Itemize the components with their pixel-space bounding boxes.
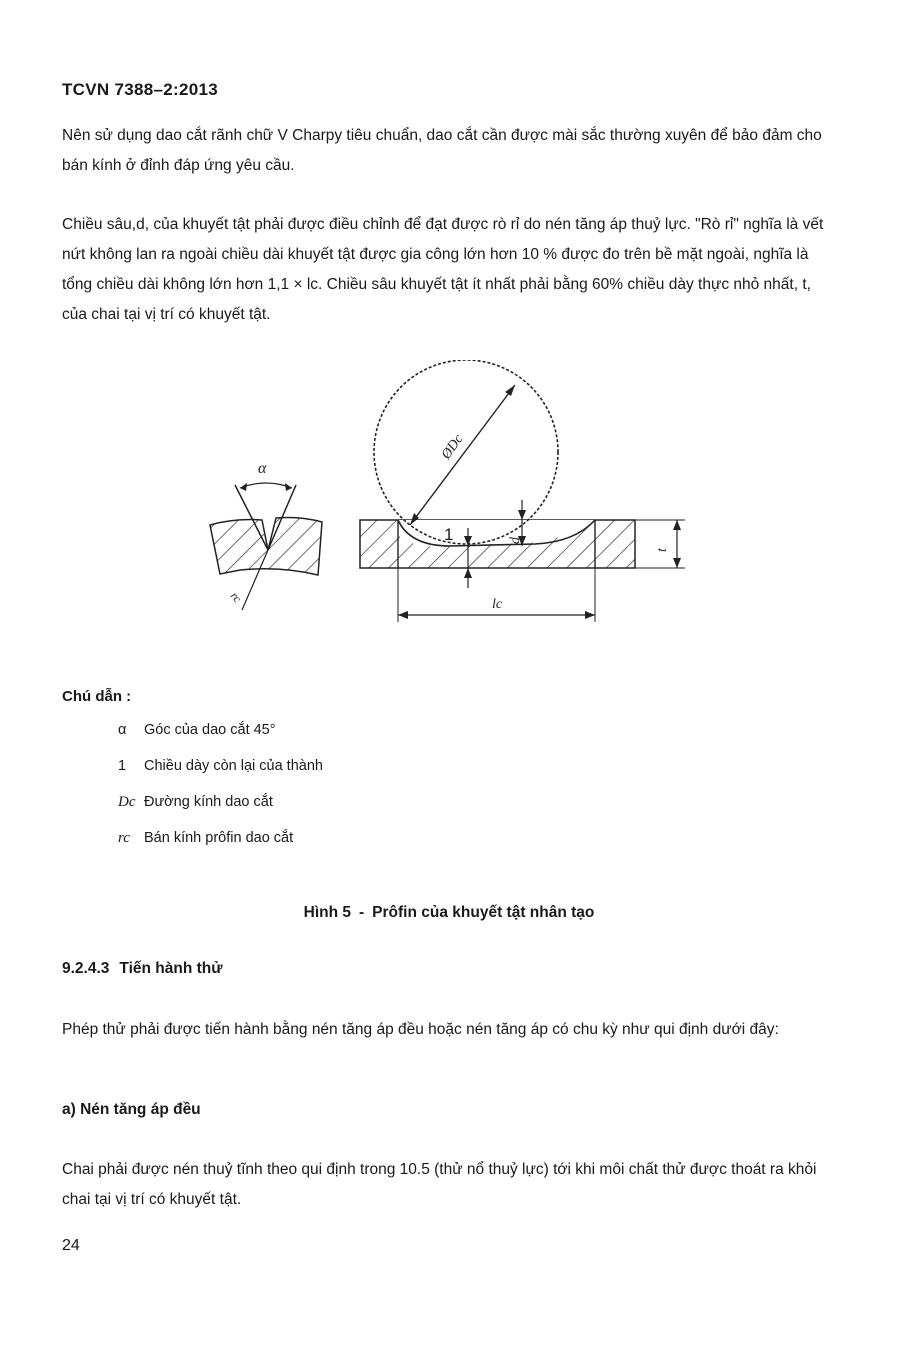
section-title: Tiến hành thử [119,960,223,977]
alpha-label: α [258,460,267,477]
legend-symbol: 1 [118,758,127,774]
legend-symbol: α [118,722,127,738]
legend-item [118,794,323,830]
legend-text: Đường kính dao cắt [144,794,273,810]
legend-text: Bán kính prôfin dao cắt [144,830,294,846]
legend-text: Góc của dao cắt 45° [144,722,276,738]
cutter-circle [374,360,558,544]
caption-separator: - [359,904,365,921]
legend-item [118,758,323,794]
figure-defect-profile [200,360,700,640]
paragraph-test-method: Phép thử phải được tiến hành bằng nén tăng áp đều hoặc nén tăng áp có chu kỳ như qui định dưới đây: [62,1021,779,1038]
section-heading [62,960,222,978]
legend-symbol: Dc [118,794,136,810]
figure-caption [0,904,898,922]
length-label: lc [492,597,503,612]
caption-label: Hình 5 [303,904,351,921]
caption-title: Prôfin của khuyết tật nhân tạo [372,904,595,921]
paragraph-defect-depth: Chiều sâu,d, của khuyết tật phải được điều chỉnh để đạt được rò rỉ do nén tăng áp thuỷ lực. "Rò rỉ" nghĩa là vết nứt không lan ra ngoài chiều dài khuyết tật được gia công lớn hơn 10 % được đo trên bề mặt ngoài, nghĩa là tổng chiều dài không lớn hơn 1,1 × lc. Chiều sâu khuyết tật ít nhất phải bằng 60% chiều dày thực nhỏ nhất, t, của chai tại vị trí có khuyết tật. [62,216,824,323]
standard-code: TCVN 7388–2:2013 [62,80,219,99]
thickness-label: t [655,548,670,552]
subsection-heading: a) Nén tăng áp đều [62,1101,201,1118]
legend-item [118,830,323,866]
paragraph-cutter-note: Nên sử dụng dao cắt rãnh chữ V Charpy tiêu chuẩn, dao cắt cần được mài sắc thường xuyên để bảo đảm cho bán kính ở đỉnh đáp ứng yêu cầu. [62,127,822,174]
remaining-wall-label: 1 [444,525,454,544]
legend-title: Chú dẫn : [62,688,132,705]
legend-list [118,722,323,866]
dc-label: ØDc [438,432,467,463]
legend-symbol: rc [118,830,130,846]
legend-text: Chiều dày còn lại của thành [144,758,323,774]
section-number: 9.2.4.3 [62,960,110,977]
page-number: 24 [62,1237,80,1254]
legend-item [118,722,323,758]
rc-label: rc [227,588,245,606]
circular-cutter-detail [360,360,685,622]
paragraph-uniform-pressure: Chai phải được nén thuỷ tĩnh theo qui định trong 10.5 (thử nổ thuỷ lực) tới khi môi chất thử được thoát ra khỏi chai tại vị trí có khuyết tật. [62,1161,817,1208]
depth-label: d [508,537,523,544]
v-notch-detail [210,460,322,610]
